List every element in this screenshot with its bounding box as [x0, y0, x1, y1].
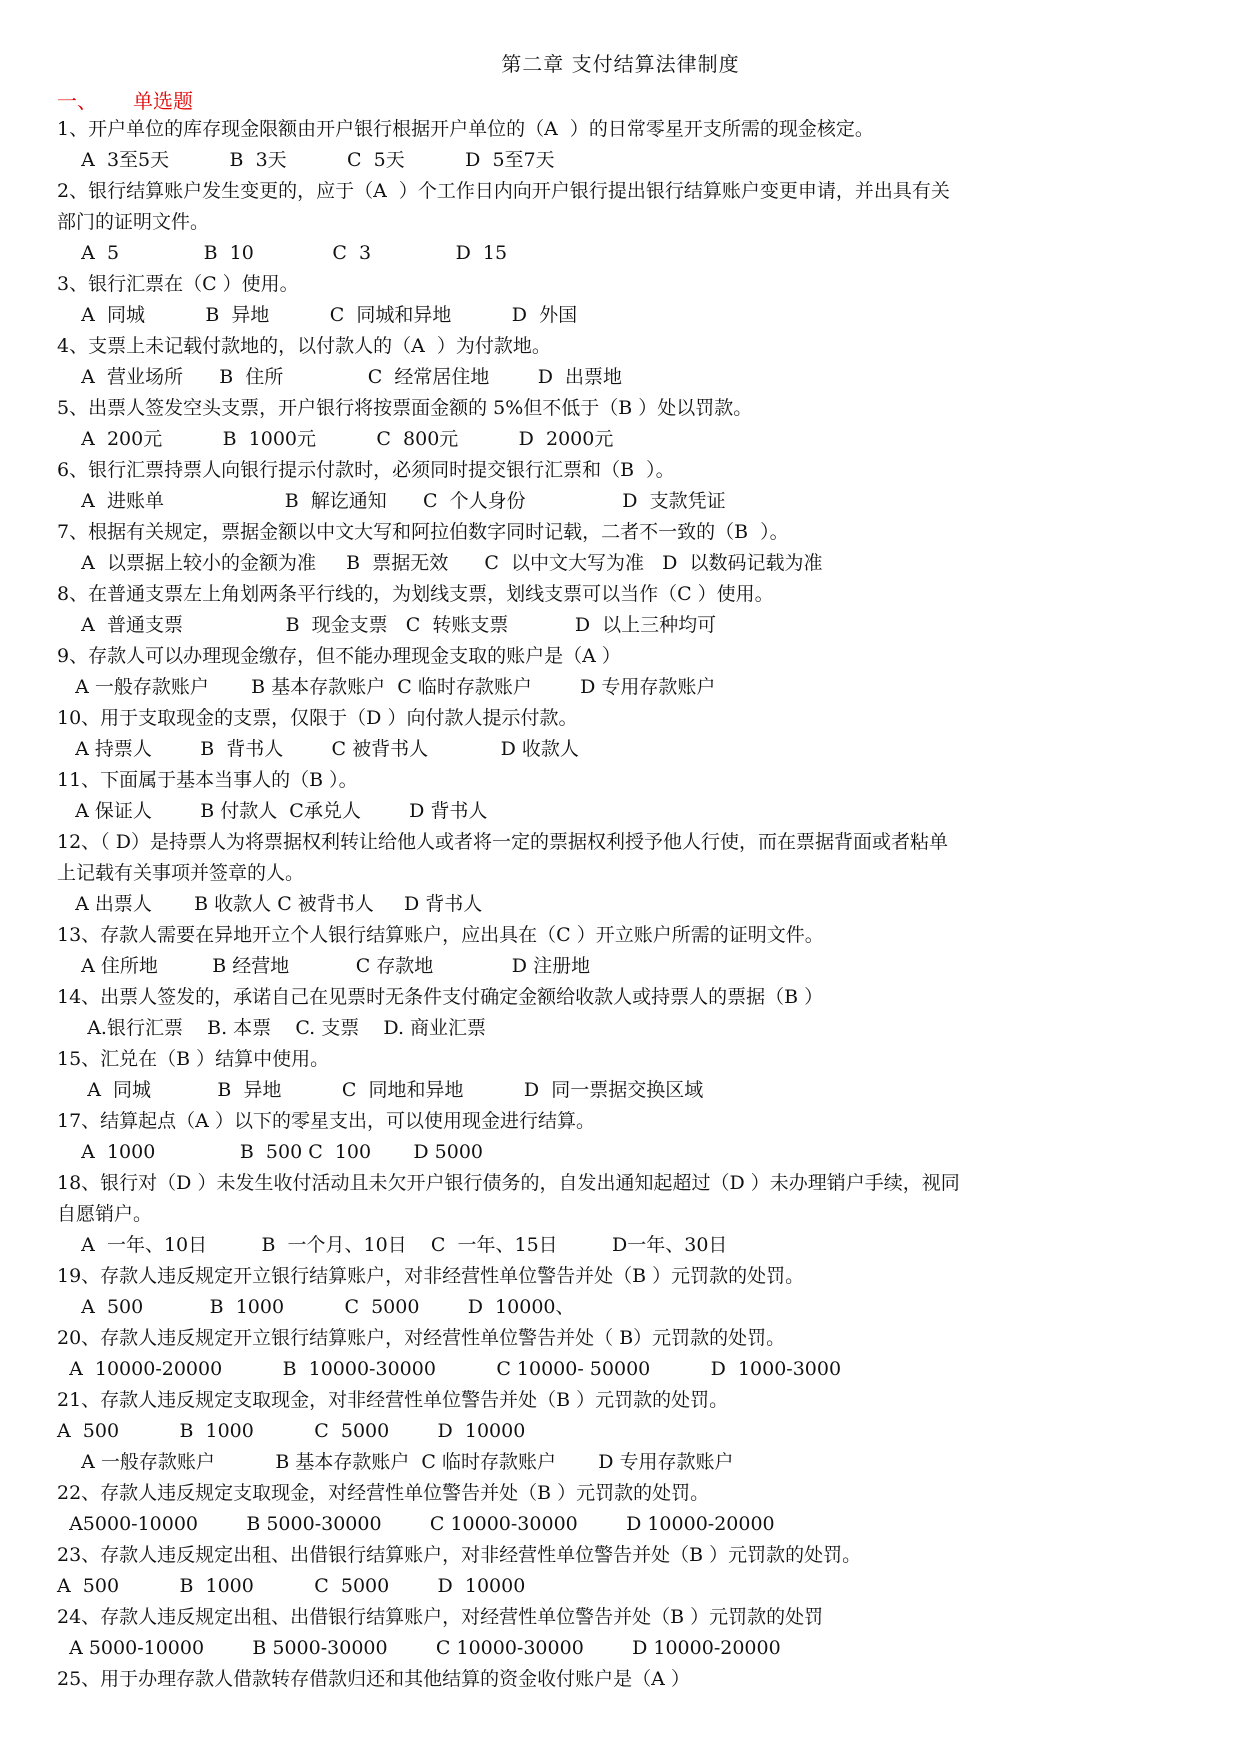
text-line: 25、用于办理存款人借款转存借款归还和其他结算的资金收付账户是（A ） — [57, 1668, 690, 1690]
text-line: A 营业场所 B 住所 C 经常居住地 D 出票地 — [57, 366, 623, 388]
text-line: 23、存款人违反规定出租、出借银行结算账户，对非经营性单位警告并处（B ）元罚款的处罚。 — [57, 1544, 862, 1566]
text-line: 21、存款人违反规定支取现金，对非经营性单位警告并处（B ）元罚款的处罚。 — [57, 1389, 729, 1411]
text-line: 19、存款人违反规定开立银行结算账户，对非经营性单位警告并处（B ）元罚款的处罚。 — [57, 1265, 805, 1287]
text-line: 12、（ D）是持票人为将票据权利转让给他人或者将一定的票据权利授予他人行使，而在票据背面或者粘单 — [57, 831, 948, 853]
question-list — [57, 114, 1187, 1695]
text-line: A 200元 B 1000元 C 800元 D 2000元 — [57, 428, 614, 450]
text-line: A 保证人 B 付款人 C承兑人 D 背书人 — [57, 800, 488, 822]
text-line: 部门的证明文件。 — [57, 211, 210, 233]
text-line: 24、存款人违反规定出租、出借银行结算账户，对经营性单位警告并处（B ）元罚款的处罚 — [57, 1606, 824, 1628]
text-line: A 一般存款账户 B 基本存款账户 C 临时存款账户 D 专用存款账户 — [57, 676, 716, 698]
text-line: A 10000-20000 B 10000-30000 C 10000- 50000 D 1000-3000 — [57, 1358, 842, 1380]
text-line: 13、存款人需要在异地开立个人银行结算账户，应出具在（C ）开立账户所需的证明文件。 — [57, 924, 824, 946]
text-line: 5、出票人签发空头支票，开户银行将按票面金额的 5%但不低于（B ）处以罚款。 — [57, 397, 753, 419]
text-line: 4、支票上未记载付款地的，以付款人的（A ）为付款地。 — [57, 335, 551, 357]
text-line: A 3至5天 B 3天 C 5天 D 5至7天 — [57, 149, 555, 171]
text-line: 18、银行对（D ）未发生收付活动且未欠开户银行债务的，自发出通知起超过（D ）未办理销户手续，视同 — [57, 1172, 960, 1194]
chapter-title: 第二章 支付结算法律制度 — [501, 52, 740, 76]
text-line: 10、用于支取现金的支票，仅限于（D ）向付款人提示付款。 — [57, 707, 578, 729]
text-line: 3、银行汇票在（C ）使用。 — [57, 273, 299, 295]
text-line: 7、根据有关规定，票据金额以中文大写和阿拉伯数字同时记载，二者不一致的（B ）。 — [57, 521, 789, 543]
text-line: A 1000 B 500 C 100 D 5000 — [57, 1141, 483, 1163]
text-line: A 5 B 10 C 3 D 15 — [57, 242, 508, 264]
text-line: A 500 B 1000 C 5000 D 10000 — [57, 1575, 526, 1597]
text-line: 11、下面属于基本当事人的（B ）。 — [57, 769, 358, 791]
text-line: A 一年、10日 B 一个月、10日 C 一年、15日 D一年、30日 — [57, 1234, 728, 1256]
text-line: A 同城 B 异地 C 同地和异地 D 同一票据交换区域 — [57, 1079, 704, 1101]
section-number: 一、 — [57, 89, 97, 113]
text-line: A 进账单 B 解讫通知 C 个人身份 D 支款凭证 — [57, 490, 726, 512]
text-line: 1、开户单位的库存现金限额由开户银行根据开户单位的（A ）的日常零星开支所需的现金核定。 — [57, 118, 874, 140]
section-label: 单选题 — [133, 89, 193, 113]
text-line: A 同城 B 异地 C 同城和异地 D 外国 — [57, 304, 578, 326]
text-line: 自愿销户。 — [57, 1203, 153, 1225]
text-line: A 500 B 1000 C 5000 D 10000 — [57, 1420, 526, 1442]
text-line: A 500 B 1000 C 5000 D 10000、 — [57, 1296, 575, 1318]
text-line: A 持票人 B 背书人 C 被背书人 D 收款人 — [57, 738, 579, 760]
text-line: 2、银行结算账户发生变更的，应于（A ）个工作日内向开户银行提出银行结算账户变更申请，并出具有关 — [57, 180, 950, 202]
text-line: A 5000-10000 B 5000-30000 C 10000-30000 D 10000-20000 — [57, 1637, 781, 1659]
text-line: A 住所地 B 经营地 C 存款地 D 注册地 — [57, 955, 591, 977]
text-line: A 一般存款账户 B 基本存款账户 C 临时存款账户 D 专用存款账户 — [57, 1451, 734, 1473]
text-line: 6、银行汇票持票人向银行提示付款时，必须同时提交银行汇票和（B ）。 — [57, 459, 675, 481]
text-line: 14、出票人签发的，承诺自己在见票时无条件支付确定金额给收款人或持票人的票据（B ） — [57, 986, 824, 1008]
text-line: 8、在普通支票左上角划两条平行线的，为划线支票，划线支票可以当作（C ）使用。 — [57, 583, 774, 605]
text-line: A 出票人 B 收款人 C 被背书人 D 背书人 — [57, 893, 483, 915]
text-line: A 普通支票 B 现金支票 C 转账支票 D 以上三种均可 — [57, 614, 717, 636]
text-line: 9、存款人可以办理现金缴存，但不能办理现金支取的账户是（A ） — [57, 645, 621, 667]
section-heading — [57, 85, 193, 114]
text-line: 22、存款人违反规定支取现金，对经营性单位警告并处（B ）元罚款的处罚。 — [57, 1482, 710, 1504]
text-line: A 以票据上较小的金额为准 B 票据无效 C 以中文大写为准 D 以数码记载为准 — [57, 552, 823, 574]
text-line: A.银行汇票 B. 本票 C. 支票 D. 商业汇票 — [57, 1017, 487, 1039]
text-line: 上记载有关事项并签章的人。 — [57, 862, 305, 884]
text-line: A5000-10000 B 5000-30000 C 10000-30000 D 10000-20000 — [57, 1513, 775, 1535]
text-line: 15、汇兑在（B ）结算中使用。 — [57, 1048, 330, 1070]
text-line: 20、存款人违反规定开立银行结算账户，对经营性单位警告并处（ B）元罚款的处罚。 — [57, 1327, 786, 1349]
text-line: 17、结算起点（A ）以下的零星支出，可以使用现金进行结算。 — [57, 1110, 595, 1132]
